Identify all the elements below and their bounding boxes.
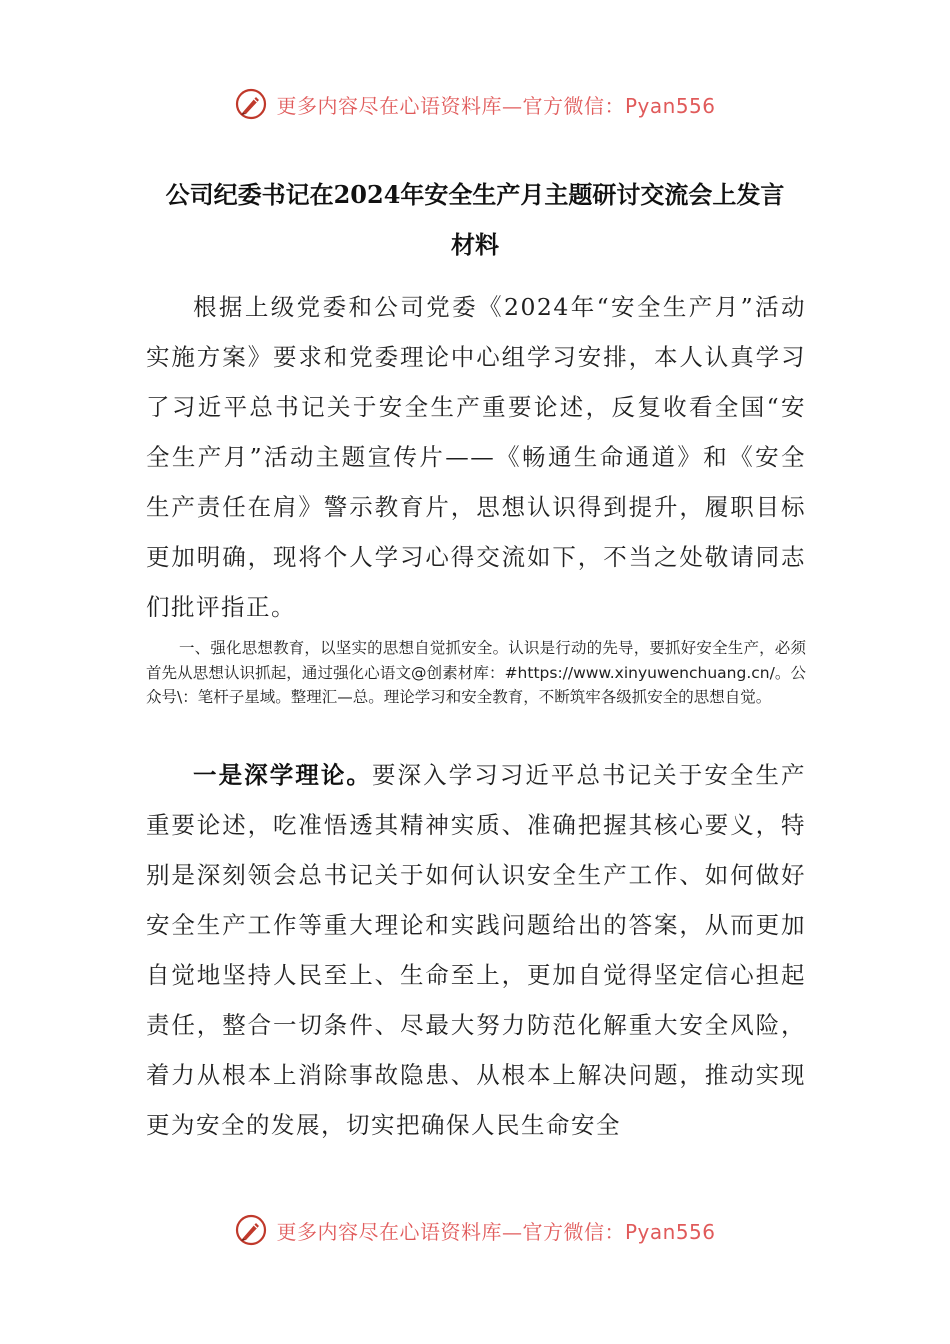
point-1-body: 要深入学习习近平总书记关于安全生产重要论述，吃准悟透其精神实质、准确把握其核心要义，特别是深刻领会总书记关于如何认识安全生产工作、如何做好安全生产工作等重大理论和实践问题给出的答案，从而更加自觉地坚持人民至上、生命至上，更加自觉得坚定信心担起责任，整合一切条件、尽最大努力防范化解重大安全风险，着力从根本上消除事故隐患、从根本上解决问题，推动实现更为安全的发展，切实把确保人民生命安全: [146, 761, 807, 1139]
section-1-paragraph: 一、强化思想教育，以坚实的思想自觉抓安全。认识是行动的先导，要抓好安全生产，必须首先从思想认识抓起，通过强化心语文@创素材库：#https://www.xinyuwenchuang.cn/。公众号\：笔杆子星域。整理汇—总。理论学习和安全教育，不断筑牢各级抓安全的思想自觉。: [146, 639, 806, 706]
banner-text: [276, 90, 715, 119]
pen-logo-icon: [234, 1213, 268, 1247]
point-1-lead: 一是深学理论。: [193, 761, 372, 789]
footer-banner: [0, 1208, 950, 1252]
document-title: [100, 170, 850, 270]
banner-wechat-label: 官方微信：: [522, 93, 625, 118]
title-line-1: 公司纪委书记在2024年安全生产月主题研讨交流会上发言: [165, 180, 785, 209]
banner-wechat-id: Pyan556: [624, 1219, 716, 1244]
intro-paragraph: 根据上级党委和公司党委《2024年“安全生产月”活动实施方案》要求和党委理论中心组学习安排，本人认真学习了习近平总书记关于安全生产重要论述，反复收看全国“安全生产月”活动主题宣传片——《畅通生命通道》和《安全生产责任在肩》警示教育片，思想认识得到提升，履职目标更加明确，现将个人学习心得交流如下，不当之处敬请同志们批评指正。: [146, 293, 806, 621]
title-line-2: 材料: [451, 230, 499, 259]
banner-text: [276, 1216, 715, 1245]
point-1-paragraph: [146, 750, 806, 1150]
banner-slogan: 更多内容尽在心语资料库—: [276, 1219, 523, 1244]
banner-slogan: 更多内容尽在心语资料库—: [276, 93, 523, 118]
banner-wechat-label: 官方微信：: [522, 1219, 625, 1244]
banner-wechat-id: Pyan556: [624, 93, 716, 118]
header-banner: [0, 82, 950, 126]
pen-logo-icon: [234, 87, 268, 121]
